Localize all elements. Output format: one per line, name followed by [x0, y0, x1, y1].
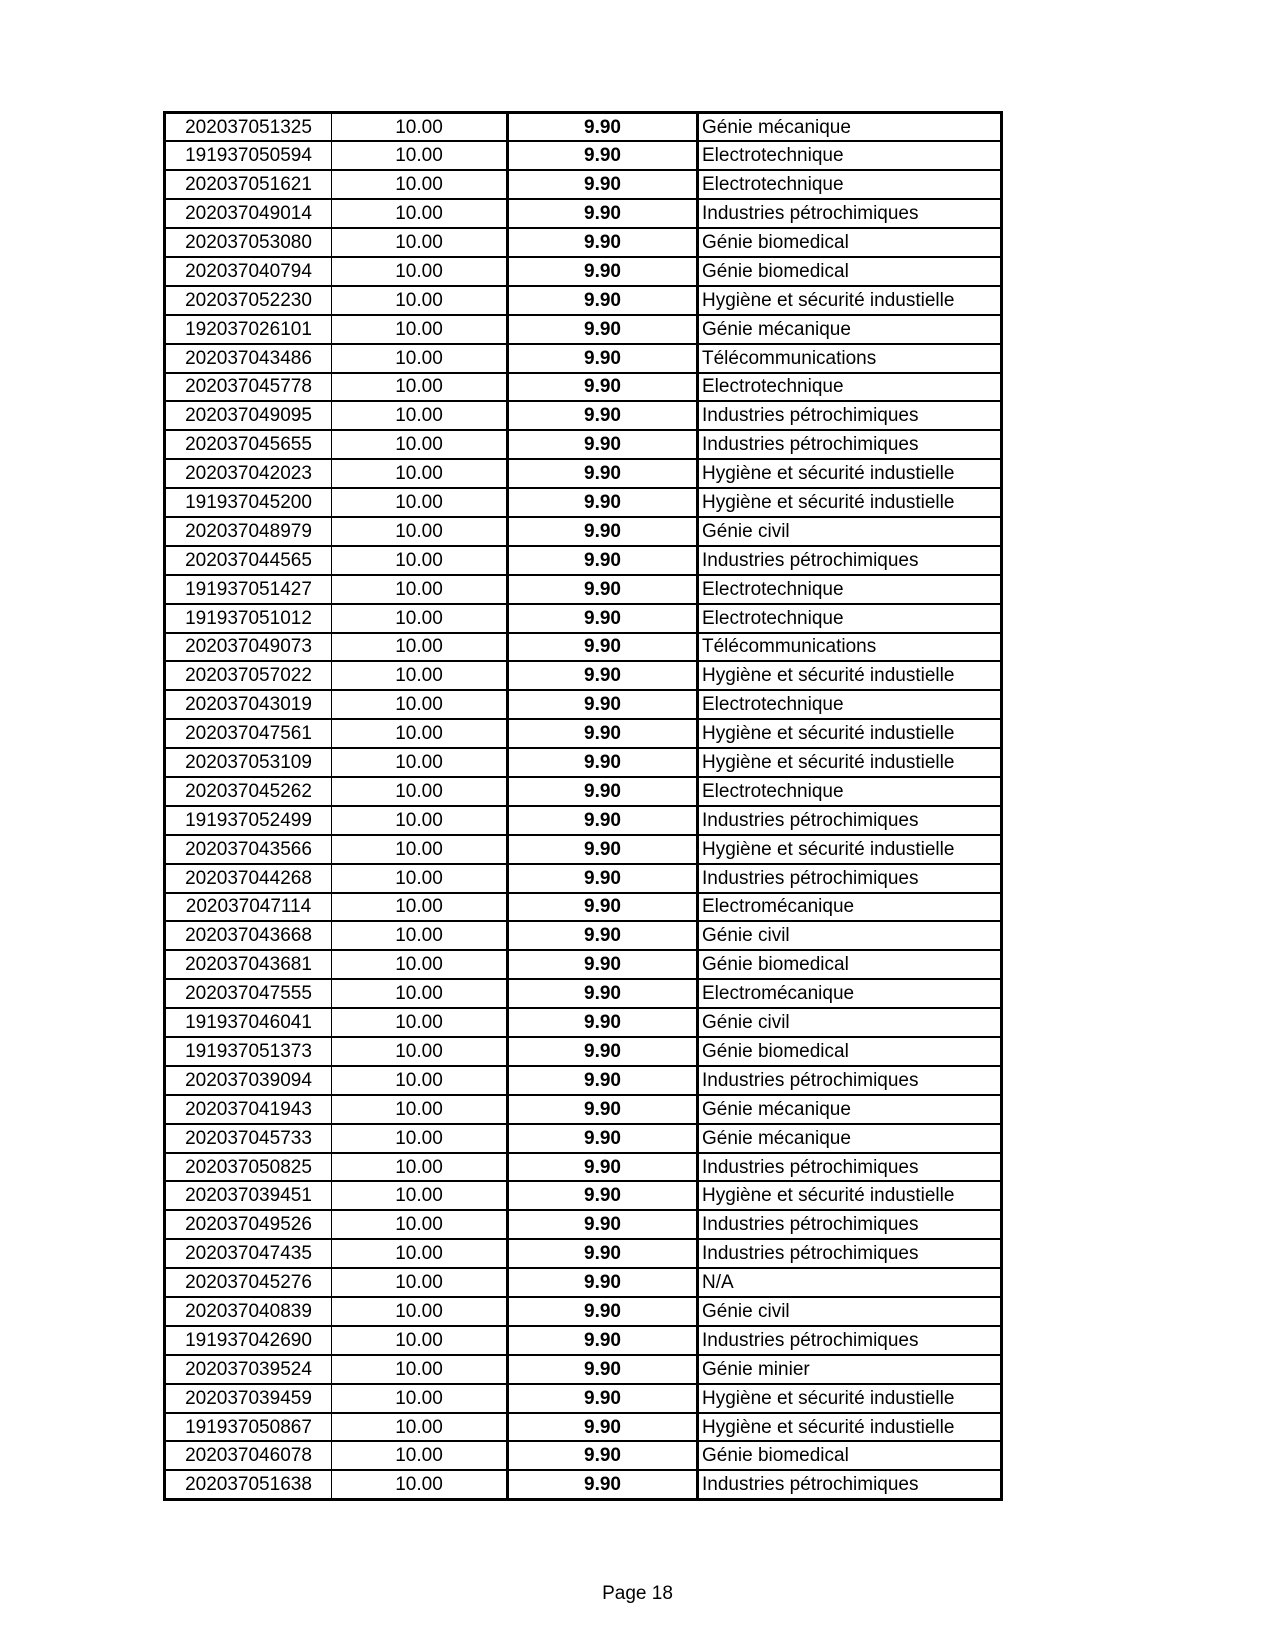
cell-specialty: Génie civil — [698, 1008, 1002, 1037]
cell-id: 202037044565 — [165, 546, 332, 575]
cell-id: 202037049095 — [165, 401, 332, 430]
cell-specialty: Industries pétrochimiques — [698, 864, 1002, 893]
cell-id: 191937050867 — [165, 1413, 332, 1442]
cell-score-a: 10.00 — [332, 546, 508, 575]
cell-score-a: 10.00 — [332, 1297, 508, 1326]
cell-score-b: 9.90 — [508, 719, 698, 748]
cell-specialty: Génie civil — [698, 1297, 1002, 1326]
cell-specialty: Industries pétrochimiques — [698, 546, 1002, 575]
cell-id: 202037044268 — [165, 864, 332, 893]
table-row — [165, 344, 1002, 373]
cell-score-a: 10.00 — [332, 228, 508, 257]
cell-score-a: 10.00 — [332, 1037, 508, 1066]
cell-id: 191937046041 — [165, 1008, 332, 1037]
cell-specialty: Génie biomedical — [698, 1441, 1002, 1470]
table-row — [165, 1470, 1002, 1499]
cell-score-b: 9.90 — [508, 777, 698, 806]
cell-id: 202037045276 — [165, 1268, 332, 1297]
cell-specialty: Génie mécanique — [698, 315, 1002, 344]
table-row — [165, 921, 1002, 950]
cell-specialty: Hygiène et sécurité industielle — [698, 835, 1002, 864]
cell-specialty: Electrotechnique — [698, 373, 1002, 402]
cell-id: 202037047561 — [165, 719, 332, 748]
cell-score-b: 9.90 — [508, 864, 698, 893]
cell-score-a: 10.00 — [332, 1008, 508, 1037]
cell-id: 202037045262 — [165, 777, 332, 806]
table-row — [165, 1124, 1002, 1153]
table-row — [165, 373, 1002, 402]
cell-score-a: 10.00 — [332, 777, 508, 806]
table-row — [165, 1181, 1002, 1210]
cell-score-b: 9.90 — [508, 344, 698, 373]
cell-score-a: 10.00 — [332, 315, 508, 344]
cell-score-a: 10.00 — [332, 199, 508, 228]
cell-specialty: Electrotechnique — [698, 604, 1002, 633]
cell-id: 191937052499 — [165, 806, 332, 835]
cell-specialty: Industries pétrochimiques — [698, 199, 1002, 228]
cell-score-b: 9.90 — [508, 575, 698, 604]
table-row — [165, 633, 1002, 662]
cell-specialty: Industries pétrochimiques — [698, 1153, 1002, 1182]
cell-score-b: 9.90 — [508, 1470, 698, 1499]
table-row — [165, 286, 1002, 315]
cell-id: 202037040839 — [165, 1297, 332, 1326]
cell-score-b: 9.90 — [508, 517, 698, 546]
results-table-body — [165, 113, 1002, 1500]
table-row — [165, 1008, 1002, 1037]
cell-id: 202037050825 — [165, 1153, 332, 1182]
cell-specialty: Electrotechnique — [698, 170, 1002, 199]
cell-id: 202037053080 — [165, 228, 332, 257]
cell-score-a: 10.00 — [332, 1210, 508, 1239]
cell-id: 202037049526 — [165, 1210, 332, 1239]
cell-score-b: 9.90 — [508, 1413, 698, 1442]
cell-id: 202037049073 — [165, 633, 332, 662]
cell-specialty: Génie civil — [698, 517, 1002, 546]
cell-score-b: 9.90 — [508, 690, 698, 719]
cell-id: 202037043681 — [165, 950, 332, 979]
table-row — [165, 893, 1002, 922]
cell-score-b: 9.90 — [508, 199, 698, 228]
cell-id: 202037057022 — [165, 661, 332, 690]
table-row — [165, 488, 1002, 517]
cell-specialty: Industries pétrochimiques — [698, 1470, 1002, 1499]
cell-score-a: 10.00 — [332, 921, 508, 950]
cell-specialty: Hygiène et sécurité industielle — [698, 719, 1002, 748]
cell-score-b: 9.90 — [508, 1124, 698, 1153]
cell-score-a: 10.00 — [332, 748, 508, 777]
cell-id: 202037041943 — [165, 1095, 332, 1124]
cell-specialty: Industries pétrochimiques — [698, 1239, 1002, 1268]
cell-specialty: Industries pétrochimiques — [698, 430, 1002, 459]
cell-score-b: 9.90 — [508, 633, 698, 662]
page-number: Page 18 — [602, 1583, 673, 1604]
cell-id: 192037026101 — [165, 315, 332, 344]
table-row — [165, 1441, 1002, 1470]
cell-score-b: 9.90 — [508, 373, 698, 402]
table-row — [165, 1210, 1002, 1239]
cell-specialty: Télécommunications — [698, 633, 1002, 662]
cell-score-a: 10.00 — [332, 575, 508, 604]
cell-score-a: 10.00 — [332, 1153, 508, 1182]
table-row — [165, 141, 1002, 170]
cell-score-a: 10.00 — [332, 344, 508, 373]
cell-id: 202037039094 — [165, 1066, 332, 1095]
cell-score-b: 9.90 — [508, 401, 698, 430]
table-row — [165, 1355, 1002, 1384]
table-row — [165, 604, 1002, 633]
cell-score-a: 10.00 — [332, 459, 508, 488]
table-row — [165, 1153, 1002, 1182]
table-row — [165, 1326, 1002, 1355]
cell-score-a: 10.00 — [332, 1268, 508, 1297]
table-row — [165, 719, 1002, 748]
cell-specialty: Hygiène et sécurité industielle — [698, 459, 1002, 488]
cell-score-b: 9.90 — [508, 748, 698, 777]
cell-specialty: Hygiène et sécurité industielle — [698, 488, 1002, 517]
cell-score-b: 9.90 — [508, 286, 698, 315]
table-row — [165, 401, 1002, 430]
cell-score-a: 10.00 — [332, 1124, 508, 1153]
cell-id: 202037042023 — [165, 459, 332, 488]
cell-score-b: 9.90 — [508, 113, 698, 142]
table-row — [165, 546, 1002, 575]
cell-score-a: 10.00 — [332, 113, 508, 142]
cell-specialty: N/A — [698, 1268, 1002, 1297]
table-row — [165, 517, 1002, 546]
cell-id: 191937051012 — [165, 604, 332, 633]
cell-id: 202037043019 — [165, 690, 332, 719]
cell-specialty: Electrotechnique — [698, 690, 1002, 719]
cell-score-a: 10.00 — [332, 633, 508, 662]
cell-score-a: 10.00 — [332, 1181, 508, 1210]
table-row — [165, 575, 1002, 604]
table-row — [165, 170, 1002, 199]
cell-id: 202037045733 — [165, 1124, 332, 1153]
cell-id: 202037043668 — [165, 921, 332, 950]
table-row — [165, 1413, 1002, 1442]
cell-id: 202037045655 — [165, 430, 332, 459]
cell-id: 202037048979 — [165, 517, 332, 546]
cell-score-a: 10.00 — [332, 1470, 508, 1499]
cell-id: 202037043566 — [165, 835, 332, 864]
cell-score-a: 10.00 — [332, 1326, 508, 1355]
cell-score-a: 10.00 — [332, 286, 508, 315]
cell-id: 202037047114 — [165, 893, 332, 922]
table-row — [165, 950, 1002, 979]
cell-specialty: Hygiène et sécurité industielle — [698, 1413, 1002, 1442]
cell-score-a: 10.00 — [332, 1441, 508, 1470]
table-row — [165, 864, 1002, 893]
cell-score-b: 9.90 — [508, 1384, 698, 1413]
table-row — [165, 690, 1002, 719]
cell-id: 202037047435 — [165, 1239, 332, 1268]
cell-specialty: Electrotechnique — [698, 777, 1002, 806]
table-row — [165, 1384, 1002, 1413]
cell-score-a: 10.00 — [332, 170, 508, 199]
table-row — [165, 979, 1002, 1008]
cell-score-b: 9.90 — [508, 430, 698, 459]
cell-score-a: 10.00 — [332, 1355, 508, 1384]
cell-specialty: Génie mécanique — [698, 1095, 1002, 1124]
cell-id: 202037052230 — [165, 286, 332, 315]
table-row — [165, 1268, 1002, 1297]
table-row — [165, 748, 1002, 777]
cell-score-b: 9.90 — [508, 1095, 698, 1124]
cell-score-b: 9.90 — [508, 1441, 698, 1470]
table-row — [165, 1066, 1002, 1095]
cell-score-b: 9.90 — [508, 1181, 698, 1210]
cell-score-b: 9.90 — [508, 1326, 698, 1355]
cell-score-b: 9.90 — [508, 604, 698, 633]
table-row — [165, 1037, 1002, 1066]
table-row — [165, 315, 1002, 344]
cell-score-b: 9.90 — [508, 257, 698, 286]
cell-score-a: 10.00 — [332, 1095, 508, 1124]
cell-score-a: 10.00 — [332, 690, 508, 719]
cell-specialty: Génie minier — [698, 1355, 1002, 1384]
table-row — [165, 1095, 1002, 1124]
cell-specialty: Génie biomedical — [698, 257, 1002, 286]
cell-score-b: 9.90 — [508, 459, 698, 488]
cell-specialty: Hygiène et sécurité industielle — [698, 661, 1002, 690]
cell-specialty: Télécommunications — [698, 344, 1002, 373]
cell-score-a: 10.00 — [332, 835, 508, 864]
cell-id: 202037040794 — [165, 257, 332, 286]
cell-specialty: Hygiène et sécurité industielle — [698, 1181, 1002, 1210]
cell-score-b: 9.90 — [508, 1153, 698, 1182]
table-row — [165, 777, 1002, 806]
cell-score-b: 9.90 — [508, 921, 698, 950]
cell-score-b: 9.90 — [508, 1268, 698, 1297]
cell-specialty: Industries pétrochimiques — [698, 806, 1002, 835]
cell-score-a: 10.00 — [332, 1066, 508, 1095]
cell-id: 202037053109 — [165, 748, 332, 777]
table-row — [165, 199, 1002, 228]
cell-score-b: 9.90 — [508, 141, 698, 170]
table-row — [165, 459, 1002, 488]
cell-score-b: 9.90 — [508, 488, 698, 517]
results-table — [163, 111, 1003, 1501]
cell-score-a: 10.00 — [332, 517, 508, 546]
cell-score-b: 9.90 — [508, 893, 698, 922]
cell-score-a: 10.00 — [332, 401, 508, 430]
cell-score-b: 9.90 — [508, 1008, 698, 1037]
cell-specialty: Génie biomedical — [698, 1037, 1002, 1066]
cell-score-a: 10.00 — [332, 1239, 508, 1268]
cell-id: 191937050594 — [165, 141, 332, 170]
cell-id: 202037051325 — [165, 113, 332, 142]
cell-score-a: 10.00 — [332, 864, 508, 893]
cell-score-a: 10.00 — [332, 893, 508, 922]
table-row — [165, 806, 1002, 835]
cell-specialty: Hygiène et sécurité industielle — [698, 286, 1002, 315]
table-row — [165, 113, 1002, 142]
cell-id: 202037047555 — [165, 979, 332, 1008]
cell-score-a: 10.00 — [332, 373, 508, 402]
cell-id: 202037051638 — [165, 1470, 332, 1499]
cell-score-a: 10.00 — [332, 950, 508, 979]
cell-id: 202037051621 — [165, 170, 332, 199]
cell-score-a: 10.00 — [332, 1384, 508, 1413]
cell-specialty: Industries pétrochimiques — [698, 1066, 1002, 1095]
cell-score-b: 9.90 — [508, 1210, 698, 1239]
cell-specialty: Electromécanique — [698, 979, 1002, 1008]
cell-specialty: Hygiène et sécurité industielle — [698, 748, 1002, 777]
table-row — [165, 835, 1002, 864]
table-row — [165, 430, 1002, 459]
cell-id: 191937042690 — [165, 1326, 332, 1355]
cell-score-b: 9.90 — [508, 546, 698, 575]
cell-score-b: 9.90 — [508, 228, 698, 257]
cell-id: 191937051427 — [165, 575, 332, 604]
cell-score-a: 10.00 — [332, 141, 508, 170]
cell-specialty: Industries pétrochimiques — [698, 1210, 1002, 1239]
cell-specialty: Génie mécanique — [698, 1124, 1002, 1153]
table-row — [165, 1239, 1002, 1268]
cell-specialty: Electromécanique — [698, 893, 1002, 922]
cell-score-b: 9.90 — [508, 1355, 698, 1384]
cell-id: 202037045778 — [165, 373, 332, 402]
cell-score-b: 9.90 — [508, 1239, 698, 1268]
cell-score-b: 9.90 — [508, 835, 698, 864]
cell-id: 202037046078 — [165, 1441, 332, 1470]
cell-specialty: Génie biomedical — [698, 228, 1002, 257]
cell-score-b: 9.90 — [508, 315, 698, 344]
cell-specialty: Hygiène et sécurité industielle — [698, 1384, 1002, 1413]
cell-score-a: 10.00 — [332, 488, 508, 517]
table-row — [165, 257, 1002, 286]
cell-score-b: 9.90 — [508, 1037, 698, 1066]
cell-specialty: Electrotechnique — [698, 141, 1002, 170]
cell-score-b: 9.90 — [508, 806, 698, 835]
cell-specialty: Génie biomedical — [698, 950, 1002, 979]
table-row — [165, 228, 1002, 257]
cell-score-b: 9.90 — [508, 950, 698, 979]
cell-score-a: 10.00 — [332, 1413, 508, 1442]
cell-score-a: 10.00 — [332, 430, 508, 459]
cell-score-a: 10.00 — [332, 979, 508, 1008]
cell-score-a: 10.00 — [332, 257, 508, 286]
table-row — [165, 661, 1002, 690]
cell-score-a: 10.00 — [332, 719, 508, 748]
cell-id: 202037039524 — [165, 1355, 332, 1384]
cell-id: 202037049014 — [165, 199, 332, 228]
cell-specialty: Industries pétrochimiques — [698, 401, 1002, 430]
cell-id: 191937045200 — [165, 488, 332, 517]
cell-id: 202037043486 — [165, 344, 332, 373]
cell-id: 202037039451 — [165, 1181, 332, 1210]
cell-score-a: 10.00 — [332, 604, 508, 633]
cell-score-a: 10.00 — [332, 661, 508, 690]
cell-score-b: 9.90 — [508, 661, 698, 690]
cell-score-a: 10.00 — [332, 806, 508, 835]
cell-id: 191937051373 — [165, 1037, 332, 1066]
cell-score-b: 9.90 — [508, 979, 698, 1008]
cell-id: 202037039459 — [165, 1384, 332, 1413]
cell-score-b: 9.90 — [508, 1297, 698, 1326]
cell-specialty: Génie mécanique — [698, 113, 1002, 142]
cell-specialty: Génie civil — [698, 921, 1002, 950]
cell-specialty: Industries pétrochimiques — [698, 1326, 1002, 1355]
cell-score-b: 9.90 — [508, 170, 698, 199]
cell-specialty: Electrotechnique — [698, 575, 1002, 604]
table-row — [165, 1297, 1002, 1326]
cell-score-b: 9.90 — [508, 1066, 698, 1095]
